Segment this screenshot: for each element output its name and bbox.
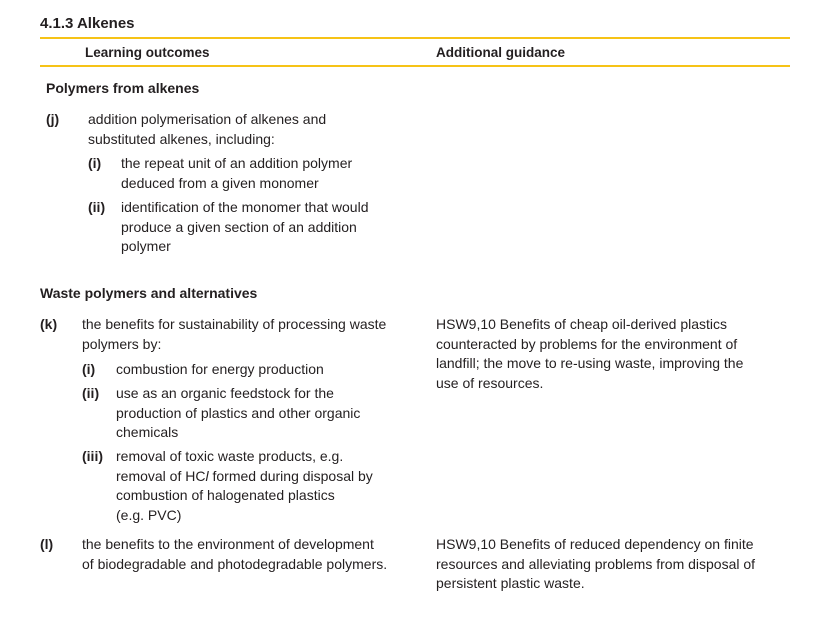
header-bottom-rule (40, 65, 790, 67)
outcome-label-l: (l) (40, 536, 54, 552)
sub-text-j-i: the repeat unit of an addition polymer deduced from a given monomer (121, 155, 353, 191)
sub-text-k-ii: use as an organic feedstock for the production of plastics and other organic chemicals (116, 385, 361, 440)
outcome-label-j: (j) (46, 111, 60, 127)
sub-label-k-iii: (iii) (82, 448, 103, 464)
learning-outcomes-header: Learning outcomes (85, 45, 210, 60)
outcome-text-k: the benefits for sustainability of processing waste polymers by: (82, 316, 387, 352)
section-heading: 4.1.3 Alkenes (40, 15, 135, 32)
additional-guidance-header: Additional guidance (436, 45, 566, 60)
sub-text-k-iii: removal of toxic waste products, e.g. removal of HCl formed during disposal by combustion of halogenated plastics (e.g. PVC) (116, 448, 373, 523)
sub-text-k-i: combustion for energy production (116, 361, 324, 377)
sub-label-k-i: (i) (82, 361, 96, 377)
guidance-text-k: HSW9,10 Benefits of cheap oil-derived plastics counteracted by problems for the environment of landfill; the move to re-using waste, improving the use of resources. (436, 316, 744, 391)
sub-label-j-i: (i) (88, 155, 102, 171)
section-title-waste-polymers: Waste polymers and alternatives (40, 285, 258, 301)
guidance-text-l: HSW9,10 Benefits of reduced dependency on finite resources and alleviating problems from disposal of persistent plastic waste. (436, 536, 756, 591)
sub-text-j-ii: identification of the monomer that would produce a given section of an addition polymer (121, 199, 369, 254)
sub-label-k-ii: (ii) (82, 385, 100, 401)
header-top-rule (40, 37, 790, 39)
sub-label-j-ii: (ii) (88, 199, 106, 215)
outcome-text-j: addition polymerisation of alkenes and substituted alkenes, including: (88, 111, 327, 147)
section-title-polymers-from-alkenes: Polymers from alkenes (46, 80, 200, 96)
outcome-label-k: (k) (40, 316, 58, 332)
outcome-text-l: the benefits to the environment of development of biodegradable and photodegradable polymers. (82, 536, 388, 572)
